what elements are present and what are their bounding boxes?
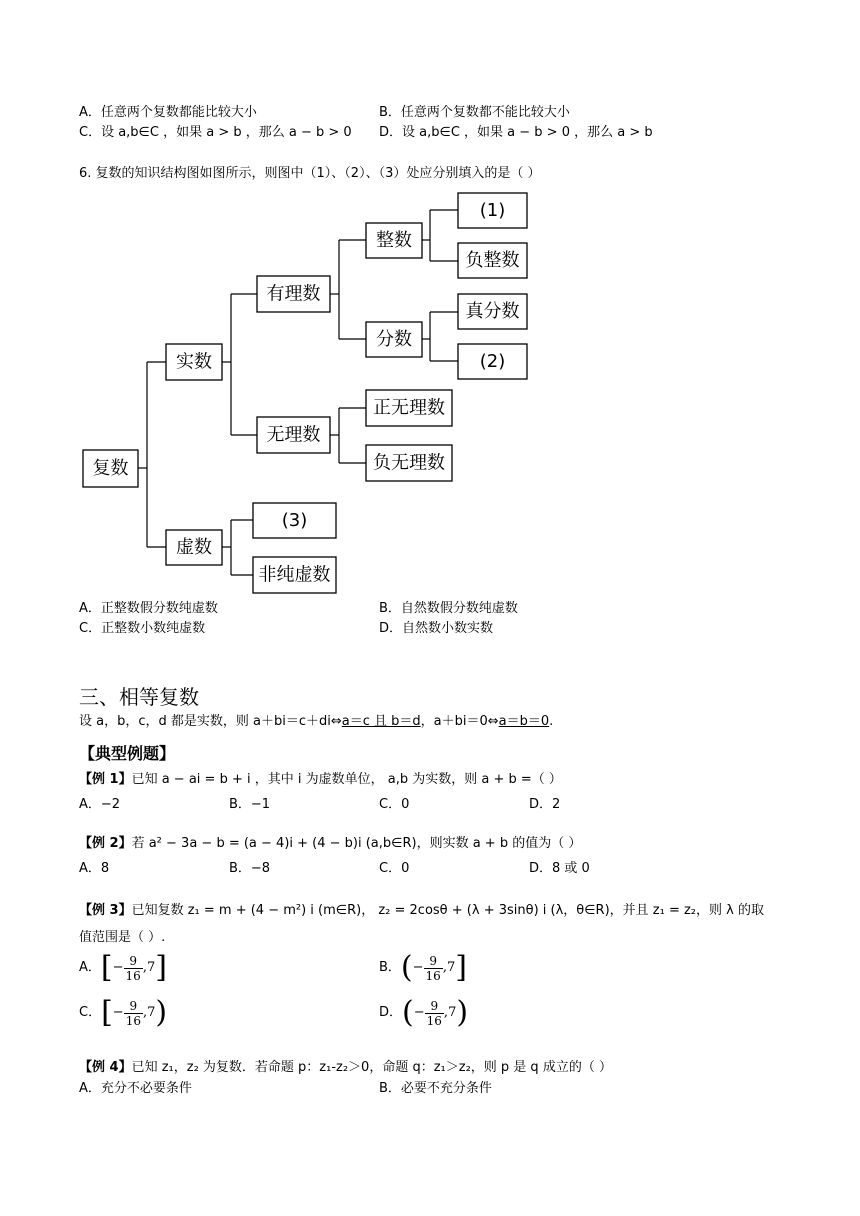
ex3-c-left-bracket: [ (101, 995, 113, 1030)
ex3-a-num: 9 (124, 954, 143, 969)
example-3-tag: 【例 3】 (79, 903, 132, 918)
label-irrational: 无理数 (266, 424, 321, 446)
ex2-option-b: B．−8 (229, 861, 271, 876)
q6-stem: 6. 复数的知识结构图如图所示，则图中（1）、（2）、（3）处应分别填入的是（ ） (79, 166, 541, 181)
ex3-a-den: 16 (125, 968, 141, 983)
example-2-text: 若 a² − 3a − b = (a − 4)i + (4 − b)i (a,b∈R)，则实数 a + b 的值为（ ） (131, 836, 582, 851)
ex3-a-fraction (124, 954, 143, 983)
rule-part-c: ，a＋bi＝0⇔ (420, 714, 499, 729)
equality-rule (79, 714, 553, 730)
ex3-a-upper: 7 (146, 960, 156, 975)
section-title: 三、相等复数 (79, 685, 199, 709)
ex1-option-c: C．0 (379, 797, 410, 812)
ex3-c-right-bracket: ) (155, 995, 168, 1030)
ex3-b-fraction (424, 954, 443, 983)
rule-part-a: 设 a，b，c，d 都是实数，则 a＋bi＝c＋di⇔ (79, 714, 342, 729)
ex3-c-minus: − (112, 1005, 124, 1020)
example-4-text: 已知 z₁，z₂ 为复数．若命题 p：z₁-z₂＞0，命题 q：z₁＞z₂，则 p 是 q 成立的（ ） (131, 1060, 612, 1075)
ex3-b-den: 16 (425, 968, 441, 983)
ex3-d-upper: 7 (448, 1005, 457, 1020)
ex1-option-a: A．−2 (79, 797, 121, 812)
ex3-c-label: C． (79, 1005, 102, 1020)
label-real: 实数 (176, 351, 212, 373)
example-4-tag: 【例 4】 (79, 1060, 132, 1075)
ex3-b-upper: 7 (446, 960, 456, 975)
example-4-stem (79, 1060, 612, 1076)
ex3-a-right-bracket: ] (155, 950, 167, 985)
label-negative-irrational: 负无理数 (373, 452, 445, 474)
examples-header: 【典型例题】 (79, 744, 176, 763)
ex3-a-label: A． (79, 960, 101, 975)
label-negative-integer: 负整数 (465, 250, 520, 271)
ex3-d-num: 9 (425, 999, 444, 1014)
q5-option-d: D．设 a,b∈C ，如果 a − b > 0 ，那么 a > b (379, 125, 653, 140)
example-3-text: 已知复数 z₁ = m + (4 − m²) i (m∈R)， z₂ = 2cosθ + (λ + 3sinθ) i (λ，θ∈R)，并且 z₁ = z₂，则 λ 的取 (131, 903, 764, 918)
ex1-option-d: D．2 (529, 797, 561, 812)
example-3-stem-cont: 值范围是（ ）. (79, 930, 166, 945)
q6-option-a: A．正整数假分数纯虚数 (79, 601, 218, 616)
rule-part-d: a＝b＝0 (498, 714, 550, 729)
q6-option-c: C．正整数小数纯虚数 (79, 621, 206, 636)
ex2-option-d: D．8 或 0 (529, 861, 590, 876)
ex3-option-a: A．[− $\frac{9}{16}$ ,7] (79, 950, 167, 985)
rule-part-b: a＝c 且 b＝d (341, 714, 421, 729)
label-blank-2: (2) (479, 351, 506, 372)
ex3-c-upper: 7 (147, 1005, 156, 1020)
example-2-tag: 【例 2】 (79, 836, 132, 851)
ex3-c-fraction (124, 999, 143, 1028)
ex3-a-left-bracket: [ (100, 950, 113, 985)
ex3-d-fraction (425, 999, 444, 1028)
complex-number-tree-diagram (0, 185, 860, 605)
ex3-d-right-bracket: ) (456, 995, 469, 1030)
label-complex: 复数 (92, 458, 129, 479)
rule-part-e: . (549, 714, 554, 729)
ex3-b-num: 9 (424, 954, 443, 969)
ex1-option-b: B．−1 (229, 797, 271, 812)
example-3-stem (79, 903, 764, 919)
ex3-option-d: D．(− $\frac{9}{16}$ ,7) (379, 995, 469, 1030)
ex2-option-c: C．0 (379, 861, 410, 876)
example-1-stem (79, 772, 562, 788)
label-positive-irrational: 正无理数 (373, 397, 445, 419)
ex3-c-den: 16 (125, 1013, 141, 1028)
ex3-d-label: D． (379, 1005, 403, 1020)
ex3-c-num: 9 (124, 999, 143, 1014)
label-rational: 有理数 (266, 283, 321, 305)
ex3-d-den: 16 (426, 1013, 442, 1028)
ex2-option-a: A．8 (79, 861, 110, 876)
ex3-option-c: C．[− $\frac{9}{16}$ ,7) (79, 995, 168, 1030)
ex3-b-label: B． (379, 960, 401, 975)
example-1-tag: 【例 1】 (79, 772, 132, 787)
label-integer: 整数 (376, 230, 412, 251)
ex4-option-b: B．必要不充分条件 (379, 1081, 492, 1096)
label-blank-1: (1) (479, 200, 506, 221)
ex3-a-minus: − (112, 960, 124, 975)
label-proper-fraction: 真分数 (465, 301, 520, 322)
q5-option-b: B．任意两个复数都不能比较大小 (379, 105, 570, 120)
q6-option-b: B．自然数假分数纯虚数 (379, 601, 518, 616)
example-2-stem (79, 836, 581, 852)
q5-option-a: A．任意两个复数都能比较大小 (79, 105, 257, 120)
example-1-text: 已知 a − ai = b + i ，其中 i 为虚数单位， a,b 为实数，则 a + b =（ ） (131, 772, 562, 787)
ex3-b-right-bracket: ] (455, 950, 467, 985)
ex3-d-minus: − (413, 1005, 425, 1020)
label-fraction: 分数 (376, 329, 412, 350)
q6-option-d: D．自然数小数实数 (379, 621, 494, 636)
ex4-option-a: A．充分不必要条件 (79, 1081, 192, 1096)
label-imaginary: 虚数 (176, 537, 212, 558)
label-non-pure-imaginary: 非纯虚数 (258, 564, 331, 586)
label-blank-3: (3) (281, 510, 308, 531)
ex3-option-b: B．(− $\frac{9}{16}$ ,7] (379, 950, 467, 985)
ex3-b-left-bracket: ( (400, 950, 413, 985)
q5-option-c: C．设 a,b∈C ，如果 a > b ，那么 a − b > 0 (79, 125, 352, 140)
ex3-b-minus: − (412, 960, 424, 975)
ex3-d-left-bracket: ( (402, 995, 414, 1030)
